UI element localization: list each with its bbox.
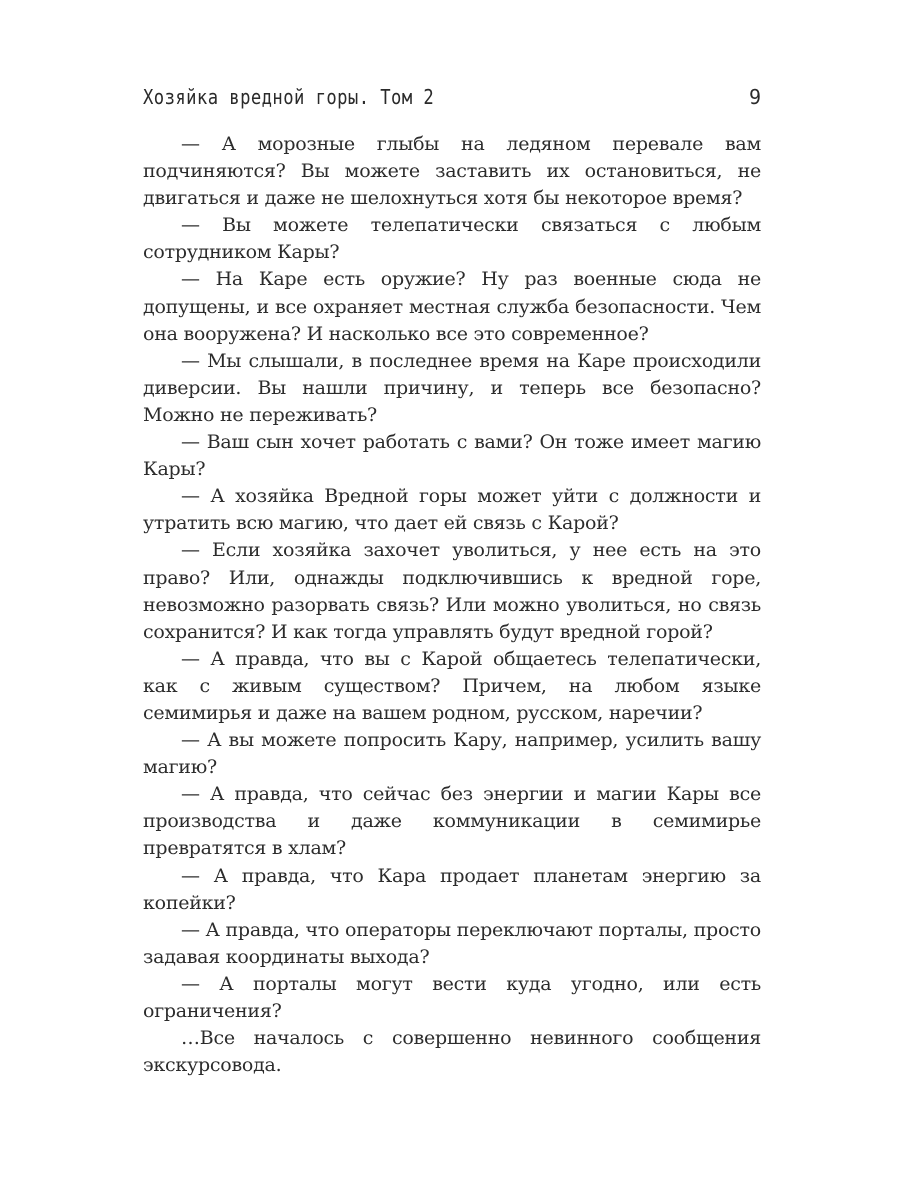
paragraph: — А правда, что Кара продает планетам энергию за копейки?: [143, 864, 761, 914]
paragraph: — А вы можете попросить Кару, например, усилить вашу магию?: [143, 729, 761, 779]
paragraph: — А хозяйка Вредной горы может уйти с должности и утратить всю магию, что дает ей связь с Карой?: [143, 485, 761, 535]
paragraph: — А правда, что сейчас без энергии и магии Кары все производства и даже коммуникации в семимирье превратятся в хлам?: [143, 783, 761, 860]
paragraph: …Все началось с совершенно невинного сообщения экскурсовода.: [143, 1027, 761, 1077]
paragraph: — А морозные глыбы на ледяном перевале вам подчиняются? Вы можете заставить их остановиться, не двигаться и даже не шелохнуться хотя бы некоторое время?: [143, 133, 761, 210]
book-title: Хозяйка вредной горы. Том 2: [143, 85, 435, 109]
paragraph: — А правда, что операторы переключают порталы, просто задавая координаты выхода?: [143, 918, 761, 968]
paragraph: — Ваш сын хочет работать с вами? Он тоже имеет магию Кары?: [143, 431, 761, 481]
paragraph: — А порталы могут вести куда угодно, или есть ограничения?: [143, 972, 761, 1022]
paragraph: — Если хозяйка захочет уволиться, у нее есть на это право? Или, однажды подключившись к вредной горе, невозможно разорвать связь? Или можно уволиться, но связь сохранится? И как тогда управлять будут вредной горой?: [143, 539, 761, 643]
paragraph: — А правда, что вы с Карой общаетесь телепатически, как с живым существом? Причем, на любом языке семимирья и даже на вашем родном, русском, наречии?: [143, 647, 761, 724]
body-text: [143, 131, 761, 1079]
paragraph: — Мы слышали, в последнее время на Каре происходили диверсии. Вы нашли причину, и теперь все безопасно? Можно не переживать?: [143, 349, 761, 426]
running-header: [143, 82, 761, 116]
paragraph: — На Каре есть оружие? Ну раз военные сюда не допущены, и все охраняет местная служба безопасности. Чем она вооружена? И насколько все это современное?: [143, 268, 761, 345]
paragraph: — Вы можете телепатически связаться с любым сотрудником Кары?: [143, 214, 761, 264]
page-number: 9: [748, 85, 761, 109]
